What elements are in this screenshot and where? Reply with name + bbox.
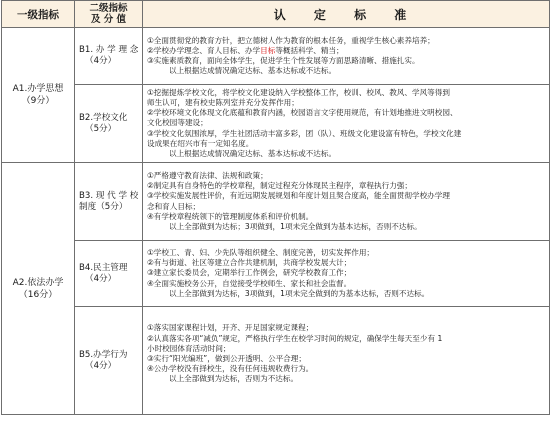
level1-cell	[2, 163, 75, 415]
level2-header-line1: 二级指标	[89, 3, 128, 14]
criteria-summary: 以上全部做到为达标；3项做到，1项未完全做到为基本达标，否则不达标。	[169, 221, 422, 231]
criteria-summary: 以上根据达成情况确定达标、基本达标或不达标。	[169, 66, 337, 76]
criteria-cell	[143, 163, 550, 241]
criteria-line: ①严格遵守教育法律、法规和政策；	[147, 170, 268, 180]
criteria-cell	[143, 85, 550, 163]
criteria-cell	[143, 307, 550, 415]
criteria-summary: 以上全部做到为达标，3项做到，1项未完全做到的为基本达标，否则不达标。	[169, 288, 430, 298]
criteria-line: 文化校园等建设；	[147, 118, 208, 128]
level2-score: （4分）	[85, 273, 117, 284]
evaluation-table	[1, 0, 550, 415]
criteria-line: ②学校办学理念、育人目标、办学目标等概括科学、精当；	[147, 45, 344, 55]
criteria-line: ③学校文化氛围浓厚，学生社团活动丰富多彩，团（队）、班级文化建设富有特色，学校文化建	[147, 128, 462, 138]
criteria-line: ③实行“阳光编班”，做到公开透明、公平合理；	[147, 354, 306, 363]
criteria-line: ④全面实施校务公开，自觉接受学校师生、家长和社会监督。	[147, 278, 352, 288]
criteria-line: ③建立家长委员会，定期举行工作例会，研究学校教育工作；	[147, 268, 352, 278]
criteria-line: 师生认可，建有校史陈列室并充分发挥作用；	[147, 97, 299, 107]
level2-cell	[75, 163, 143, 241]
table-row	[2, 241, 550, 307]
level1-name: A1.办学思想	[12, 84, 64, 94]
criteria-line: ②有与街道、社区等建立合作共建机制，共商学校发展大计；	[147, 258, 352, 268]
level2-name: B4.民主管理	[79, 262, 128, 273]
criteria-cell	[143, 28, 550, 85]
level1-score: （16分）	[18, 289, 58, 300]
level2-cell	[75, 85, 143, 163]
table-row	[2, 307, 550, 415]
criteria-line: ①挖掘提炼学校文化，将学校文化建设纳入学校整体工作，校训、校风、教风、学风等得到	[147, 87, 450, 97]
criteria-line: ③学校实施发展性评价，有近远期发展规划和年度计划且契合度高，能全面贯彻学校办学理	[147, 191, 450, 201]
criteria-line: 念和育人目标；	[147, 201, 201, 211]
table-row	[2, 28, 550, 85]
level2-cell	[75, 241, 143, 307]
criteria-header: 认 定 标 准	[143, 1, 550, 28]
level2-score: 制度（5分）	[79, 201, 128, 212]
level2-score: （4分）	[85, 56, 117, 66]
level1-score: （9分）	[21, 96, 55, 106]
level2-name: B3. 现 代 学 校	[79, 190, 139, 201]
level2-header	[75, 1, 143, 28]
level2-name: B2.学校文化	[79, 112, 128, 123]
criteria-line: ①落实国家课程计划，开齐、开足国家规定课程；	[147, 323, 314, 333]
criteria-line: ②学校环境文化体现文化底蕴和教育内涵，校园语言文字使用规范，有计划地推进文明校园、	[147, 108, 458, 118]
criteria-line: ①学校工、青、妇、少先队等组织健全、制度完善，切实发挥作用；	[147, 247, 375, 257]
criteria-line: 小时校园体育活动时间；	[147, 343, 231, 353]
level2-cell	[75, 307, 143, 415]
criteria-summary: 以上根据达成情况确定达标、基本达标或不达标。	[169, 149, 337, 158]
level1-cell	[2, 28, 75, 163]
criteria-line: ②制定具有自身特色的学校章程，制定过程充分体现民主程序，章程执行力强；	[147, 181, 412, 191]
level2-score: （5分）	[85, 123, 117, 134]
table-header-row	[2, 1, 550, 28]
criteria-line: ②认真落实各项“减负”规定，严格执行学生在校学习时间的规定，确保学生每天至少有 1	[147, 333, 443, 343]
criteria-cell	[143, 241, 550, 307]
level2-header-line2: 及 分 值	[90, 14, 127, 25]
table-row	[2, 163, 550, 241]
criteria-line: ③实施素质教育，面向全体学生，促进学生个性发展等方面思路清晰、措施扎实。	[147, 56, 420, 65]
level1-name: A2.依法办学	[12, 277, 64, 288]
criteria-line: 设成果在绍兴市有一定知名度。	[147, 138, 254, 148]
level2-name: B5.办学行为	[79, 349, 128, 360]
table-row	[2, 85, 550, 163]
level2-cell	[75, 28, 143, 85]
level2-score: （4分）	[85, 360, 117, 371]
level1-header: 一级指标	[2, 1, 75, 28]
criteria-line: ④有学校章程统领下的管理制度体系和评价机制。	[147, 211, 314, 221]
criteria-summary: 以上全部做到为达标，否则为不达标。	[169, 374, 299, 384]
criteria-line: ④公办学校没有择校生，没有任何违规收费行为。	[147, 364, 314, 374]
level2-name: B1. 办 学 理 念	[79, 45, 139, 55]
criteria-line: ①全面贯彻党的教育方针，把立德树人作为教育的根本任务，重视学生核心素养培养；	[147, 35, 435, 45]
